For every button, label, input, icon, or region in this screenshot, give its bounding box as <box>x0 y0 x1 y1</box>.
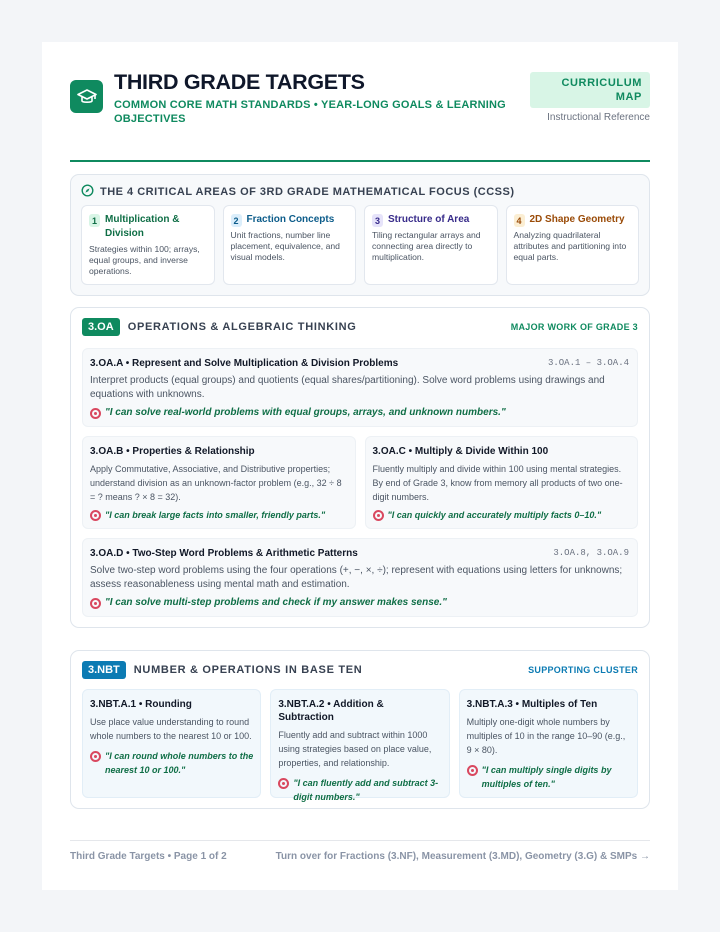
i-can-statement: "I can fluently add and subtract 3-digit numbers." <box>293 778 439 802</box>
standard-title: 3.OA.B • Properties & Relationship <box>90 446 255 457</box>
footer-turn-over: Turn over for Fractions (3.NF), Measurement (3.MD), Geometry (3.G) & SMPs → <box>275 851 650 862</box>
graduation-cap-icon <box>70 80 103 113</box>
target-icon <box>90 598 101 609</box>
standard-description: Use place value understanding to round whole numbers to the nearest 10 or 100. <box>90 717 252 741</box>
i-can-statement: "I can solve real-world problems with equal groups, arrays, and unknown numbers." <box>105 407 506 418</box>
nbt-section-label: SUPPORTING CLUSTER <box>528 665 638 675</box>
area-number: 2 <box>231 214 242 227</box>
i-can-statement: "I can round whole numbers to the nearest 10 or 100." <box>105 751 254 775</box>
target-icon <box>373 510 384 521</box>
standard-oa-b <box>82 436 356 529</box>
target-icon <box>278 778 289 789</box>
standard-description: Interpret products (equal groups) and quotients (equal shares/partitioning). Solve word problems using drawings and equations with unknowns. <box>90 375 605 400</box>
critical-areas-heading: THE 4 CRITICAL AREAS OF 3RD GRADE MATHEMATICAL FOCUS (CCSS) <box>100 186 515 198</box>
standard-title: 3.OA.C • Multiply & Divide Within 100 <box>372 446 549 457</box>
standard-description: Fluently multiply and divide within 100 using mental strategies. By end of Grade 3, know from memory all products of two one-digit numbers. <box>372 464 623 502</box>
nbt-tag: 3.NBT <box>82 661 126 679</box>
standard-oa-d <box>82 538 638 617</box>
area-description: Tiling rectangular arrays and connecting area directly to multiplication. <box>372 230 481 262</box>
badge-caption: Instructional Reference <box>547 112 650 123</box>
standard-description: Multiply one-digit whole numbers by multiples of 10 in the range 10–90 (e.g., 9 × 80). <box>466 717 626 755</box>
area-number: 3 <box>372 214 383 227</box>
standard-oa-c <box>365 436 639 529</box>
i-can-statement: "I can multiply single digits by multiples of ten." <box>481 765 612 789</box>
i-can-statement: "I can solve multi-step problems and check if my answer makes sense." <box>105 597 447 608</box>
standard-title: 3.OA.A • Represent and Solve Multiplication & Division Problems <box>90 358 399 369</box>
standard-nbt-3 <box>459 689 638 798</box>
target-icon <box>90 408 101 419</box>
standard-description: Solve two-step word problems using the four operations (+, −, ×, ÷); represent with equations using letters for unknowns; assess reasonableness using mental math and estimation. <box>90 565 623 590</box>
page <box>42 42 678 890</box>
header <box>70 70 650 162</box>
area-card-area <box>364 205 498 285</box>
compass-icon <box>81 184 94 200</box>
oa-section-title: OPERATIONS & ALGEBRAIC THINKING <box>127 321 357 333</box>
standard-title: 3.NBT.A.2 • Addition & Subtraction <box>278 699 384 723</box>
standard-title: 3.NBT.A.3 • Multiples of Ten <box>466 699 598 710</box>
standard-code: 3.OA.1 – 3.OA.4 <box>547 358 629 368</box>
area-number: 4 <box>514 214 525 227</box>
area-number: 1 <box>89 214 100 227</box>
footer <box>70 840 650 862</box>
area-description: Unit fractions, number line placement, equivalence, and visual models. <box>230 230 340 262</box>
standard-code: 3.OA.8, 3.OA.9 <box>553 548 629 558</box>
standard-nbt-1 <box>82 689 261 798</box>
oa-section <box>70 307 650 628</box>
i-can-statement: "I can quickly and accurately multiply facts 0–10." <box>387 510 602 520</box>
i-can-statement: "I can break large facts into smaller, friendly parts." <box>105 510 326 520</box>
page-title: THIRD GRADE TARGETS <box>114 70 365 94</box>
area-card-multiplication <box>81 205 215 285</box>
area-description: Strategies within 100; arrays, equal groups, and inverse operations. <box>89 244 200 276</box>
area-title: Multiplication & Division <box>105 214 180 239</box>
target-icon <box>90 510 101 521</box>
standard-description: Fluently add and subtract within 1000 using strategies based on place value, properties, and relationship. <box>278 730 432 768</box>
area-description: Analyzing quadrilateral attributes and partitioning into equal parts. <box>513 230 627 262</box>
area-card-fractions <box>223 205 357 285</box>
target-icon <box>90 751 101 762</box>
standard-title: 3.NBT.A.1 • Rounding <box>90 699 192 710</box>
nbt-section-title: NUMBER & OPERATIONS IN BASE TEN <box>133 664 363 676</box>
oa-tag: 3.OA <box>82 318 120 336</box>
area-card-geometry <box>506 205 640 285</box>
standard-oa-a <box>82 348 638 427</box>
standard-nbt-2 <box>270 689 449 802</box>
nbt-section <box>70 650 650 809</box>
standard-title: 3.OA.D • Two-Step Word Problems & Arithmetic Patterns <box>90 548 358 559</box>
target-icon <box>467 765 478 776</box>
standard-description: Apply Commutative, Associative, and Distributive properties; understand division as an unknown-factor problem (e.g., 32 ÷ 8 = ? means ? × 8 = 32). <box>90 464 342 502</box>
area-title: Fraction Concepts <box>246 214 335 225</box>
footer-page-info: Third Grade Targets • Page 1 of 2 <box>70 851 227 862</box>
oa-section-label: MAJOR WORK OF GRADE 3 <box>510 322 638 332</box>
curriculum-badge: CURRICULUM MAP <box>530 72 650 108</box>
page-subtitle: COMMON CORE MATH STANDARDS • YEAR-LONG GOALS & LEARNING OBJECTIVES <box>114 99 506 125</box>
critical-areas-panel <box>70 174 650 296</box>
area-title: Structure of Area <box>388 214 470 225</box>
area-title: 2D Shape Geometry <box>529 214 625 225</box>
